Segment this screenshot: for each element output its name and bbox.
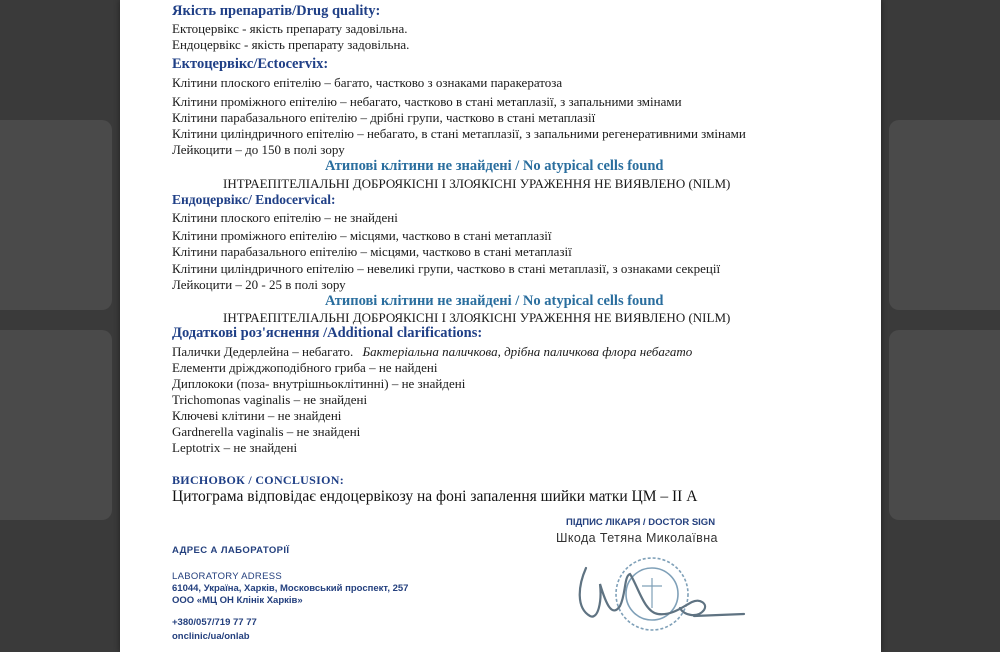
doderlein-label: Палички Дедерлейна – небагато.: [172, 344, 354, 359]
conclusion-text: Цитограма відповідає ендоцервікозу на фоні запалення шийки матки ЦМ – ІІ А: [172, 488, 698, 505]
background-panel-right: [889, 120, 1000, 310]
stamp-seal: [616, 558, 688, 630]
ectocervix-line: Лейкоцити – до 150 в полі зору: [172, 142, 345, 157]
endocervical-line: Клітини циліндричного епітелію – невеликі групи, частково в стані метаплазії, з ознаками секреції: [172, 261, 721, 276]
endocervical-heading: Ендоцервікс/ Endocervical:: [172, 192, 336, 207]
lab-address-line1: 61044, Україна, Харків, Московський проспект, 257: [172, 583, 409, 594]
drug-quality-heading: Якість препаратів/Drug quality:: [172, 3, 381, 19]
ectocervix-line: Клітини циліндричного епітелію – небагато, в стані метаплазії, з запальними регенеративними змінами: [172, 126, 746, 141]
background-panel-left: [0, 120, 112, 310]
ectocervix-heading: Ектоцервікс/Ectocervix:: [172, 56, 329, 72]
endocervical-line: Лейкоцити – 20 - 25 в полі зору: [172, 277, 346, 292]
additional-line: Елементи дріжджоподібного гриба – не найдені: [172, 360, 438, 375]
lab-label: LABORATORY ADRESS: [172, 571, 282, 582]
additional-line: Ключеві клітини – не знайдені: [172, 408, 342, 423]
additional-line: Leptotrix – не знайдені: [172, 440, 298, 455]
drug-quality-line: Ектоцервікс - якість препарату задовільна.: [172, 21, 408, 36]
ectocervix-line: Клітини проміжного епітелію – небагато, частково в стані метаплазії, з запальними змінами: [172, 94, 682, 109]
conclusion-heading: ВИСНОВОК / CONCLUSION:: [172, 473, 344, 487]
lab-phone: +380/057/719 77 77: [172, 617, 257, 628]
endocervical-atypical-note: Атипові клітини не знайдені / No atypical cells found: [325, 293, 664, 309]
endocervical-line: Клітини парабазального епітелію – місцями, частково в стані метаплазії: [172, 244, 572, 259]
additional-heading: Додаткові роз'яснення /Additional clarifications:: [172, 325, 483, 341]
additional-line: Trichomonas vaginalis – не знайдені: [172, 392, 368, 407]
endocervical-line: Клітини плоского епітелію – не знайдені: [172, 210, 398, 225]
doctor-name: Шкода Тетяна Миколаївна: [556, 531, 718, 545]
signature-scrawl: [580, 568, 744, 617]
ectocervix-line: Клітини плоского епітелію – багато, частково з ознаками паракератоза: [172, 75, 563, 90]
lab-address-line2: ООО «МЦ ОН Клінік Харків»: [172, 595, 303, 606]
doctor-sign-label: ПІДПИС ЛІКАРЯ / DOCTOR SIGN: [566, 517, 716, 528]
ectocervix-nilm: ІНТРАЕПІТЕЛІАЛЬНІ ДОБРОЯКІСНІ І ЗЛОЯКІСНІ УРАЖЕННЯ НЕ ВИЯВЛЕНО (NILM): [223, 176, 731, 191]
endocervical-line: Клітини проміжного епітелію – місцями, частково в стані метаплазії: [172, 228, 552, 243]
drug-quality-line: Ендоцервікс - якість препарату задовільна.: [172, 37, 410, 52]
doderlein-note: Бактеріальна паличкова, дрібна паличкова флора небагато: [362, 344, 693, 359]
additional-line: Gardnerella vaginalis – не знайдені: [172, 424, 361, 439]
doderlein-line: [172, 345, 692, 358]
additional-line: Диплококи (поза- внутрішньоклітинні) – не знайдені: [172, 376, 466, 391]
endocervical-nilm: ІНТРАЕПІТЕЛІАЛЬНІ ДОБРОЯКІСНІ І ЗЛОЯКІСНІ УРАЖЕННЯ НЕ ВИЯВЛЕНО (NILM): [223, 310, 731, 325]
document-page: [120, 0, 881, 652]
lab-title: АДРЕС А ЛАБОРАТОРІЇ: [172, 545, 290, 556]
background-panel-right-lower: [889, 330, 1000, 520]
doctor-stamp-signature: [568, 546, 748, 642]
background-panel-left-lower: [0, 330, 112, 520]
ectocervix-atypical-note: Атипові клітини не знайдені / No atypical cells found: [325, 158, 664, 174]
ectocervix-line: Клітини парабазального епітелію – дрібні групи, частково в стані метаплазії: [172, 110, 596, 125]
lab-web: onclinic/ua/onlab: [172, 631, 250, 642]
